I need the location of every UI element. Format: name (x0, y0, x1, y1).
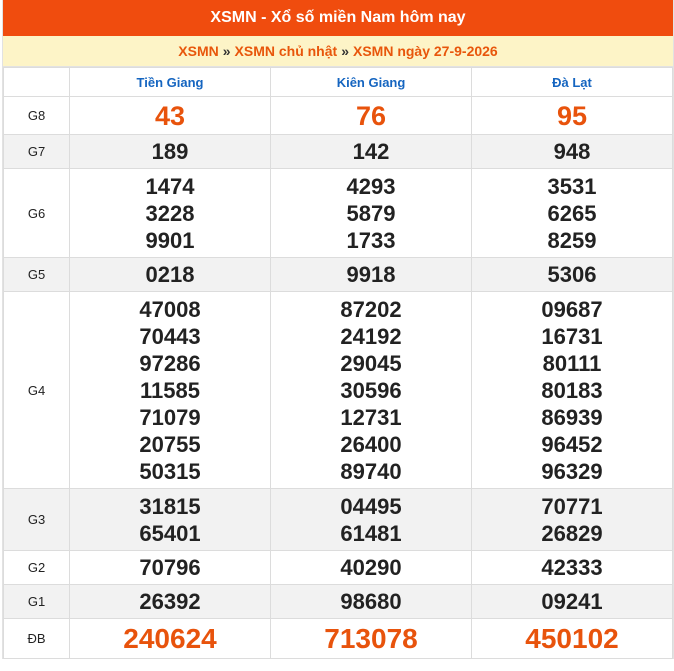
prize-label: G1 (4, 585, 70, 619)
prize-cell (472, 551, 673, 585)
table-header-row (4, 68, 673, 97)
prize-number: 142 (352, 139, 390, 164)
prize-number: 8259 (547, 227, 597, 253)
prize-label: G2 (4, 551, 70, 585)
prize-cell (271, 551, 472, 585)
prize-number: 86939 (541, 404, 603, 430)
prize-cell (70, 489, 271, 551)
prize-number: 30596 (340, 377, 402, 403)
prize-number: 96452 (541, 431, 603, 457)
prize-cell (472, 258, 673, 292)
prize-row-g5 (4, 258, 673, 292)
prize-cell (271, 489, 472, 551)
prize-cell (472, 619, 673, 659)
prize-number: 1733 (346, 227, 396, 253)
prize-number: 47008 (139, 296, 201, 322)
prize-number: 70771 (541, 493, 603, 519)
prize-label: G8 (4, 97, 70, 135)
prize-number: 26400 (340, 431, 402, 457)
prize-number: 50315 (139, 458, 201, 484)
prize-label: G5 (4, 258, 70, 292)
prize-number: 61481 (340, 520, 402, 546)
province-header-tien-giang[interactable]: Tiền Giang (70, 68, 271, 97)
prize-number: 6265 (547, 200, 597, 226)
prize-cell (271, 292, 472, 489)
prize-number: 3531 (547, 173, 597, 199)
prize-cell (472, 585, 673, 619)
breadcrumb-separator: » (222, 43, 231, 59)
province-header-da-lat[interactable]: Đà Lạt (472, 68, 673, 97)
results-body (4, 97, 673, 659)
prize-number: 9901 (145, 227, 195, 253)
prize-cell (271, 258, 472, 292)
results-table (3, 67, 673, 659)
prize-number: 42333 (541, 555, 603, 580)
prize-number: 95 (556, 100, 588, 131)
prize-label: G7 (4, 135, 70, 169)
prize-label: G6 (4, 169, 70, 258)
prize-number: 43 (154, 100, 186, 131)
prize-cell (472, 97, 673, 135)
prize-cell (271, 169, 472, 258)
province-header-kien-giang[interactable]: Kiên Giang (271, 68, 472, 97)
prize-row-g2 (4, 551, 673, 585)
prize-row-g6 (4, 169, 673, 258)
prize-number: 11585 (140, 377, 200, 403)
breadcrumb-date-link[interactable]: XSMN ngày 27-9-2026 (352, 43, 498, 59)
prize-number: 4293 (346, 173, 396, 199)
prize-number: 97286 (139, 350, 201, 376)
prize-cell (70, 619, 271, 659)
prize-number: 70796 (139, 555, 201, 580)
prize-cell (271, 585, 472, 619)
prize-number: 26392 (139, 589, 201, 614)
prize-number: 89740 (340, 458, 402, 484)
prize-number: 09687 (541, 296, 603, 322)
prize-number: 87202 (340, 296, 402, 322)
prize-cell (70, 585, 271, 619)
prize-cell (472, 169, 673, 258)
prize-number: 5306 (547, 262, 597, 287)
breadcrumb-xsmn-link[interactable]: XSMN (178, 43, 219, 59)
prize-number: 189 (151, 139, 189, 164)
prize-number: 96329 (541, 458, 603, 484)
prize-row-g1 (4, 585, 673, 619)
breadcrumb-separator: » (341, 43, 349, 59)
prize-number: 3228 (145, 200, 195, 226)
prize-cell (70, 258, 271, 292)
prize-cell (472, 135, 673, 169)
prize-number: 31815 (139, 493, 201, 519)
prize-number: 20755 (139, 431, 201, 457)
prize-number: 16731 (541, 323, 603, 349)
prize-cell (271, 135, 472, 169)
prize-number: 29045 (340, 350, 402, 376)
prize-cell (70, 97, 271, 135)
prize-cell (70, 551, 271, 585)
breadcrumb-sunday-link[interactable]: XSMN chủ nhật (234, 43, 338, 59)
prize-cell (70, 135, 271, 169)
prize-number: 1474 (145, 173, 195, 199)
breadcrumb (3, 36, 673, 67)
prize-number: 40290 (340, 555, 402, 580)
prize-number: 0218 (145, 262, 195, 287)
prize-row-g3 (4, 489, 673, 551)
prize-row-g7 (4, 135, 673, 169)
prize-row-g8 (4, 97, 673, 135)
prize-column-header (4, 68, 70, 97)
prize-number: 71079 (139, 404, 201, 430)
prize-number: 5879 (346, 200, 396, 226)
prize-cell (271, 97, 472, 135)
prize-number: 450102 (525, 622, 619, 654)
prize-cell (70, 292, 271, 489)
prize-cell (70, 169, 271, 258)
prize-label: G3 (4, 489, 70, 551)
prize-number: 04495 (340, 493, 402, 519)
prize-number: 713078 (324, 622, 418, 654)
prize-label: ĐB (4, 619, 70, 659)
prize-row-đb (4, 619, 673, 659)
prize-number: 240624 (123, 622, 217, 654)
page-title: XSMN - Xổ số miền Nam hôm nay (3, 0, 673, 36)
prize-number: 12731 (340, 404, 402, 430)
prize-cell (472, 489, 673, 551)
prize-number: 09241 (541, 589, 603, 614)
prize-number: 948 (553, 139, 591, 164)
prize-number: 65401 (139, 520, 201, 546)
prize-number: 70443 (139, 323, 201, 349)
prize-number: 76 (355, 100, 387, 131)
results-panel (2, 0, 674, 659)
prize-number: 24192 (340, 323, 402, 349)
prize-cell (472, 292, 673, 489)
prize-number: 9918 (346, 262, 396, 287)
prize-cell (271, 619, 472, 659)
prize-row-g4 (4, 292, 673, 489)
prize-number: 80183 (541, 377, 603, 403)
prize-number: 26829 (541, 520, 603, 546)
prize-number: 98680 (340, 589, 402, 614)
prize-label: G4 (4, 292, 70, 489)
prize-number: 80111 (542, 350, 602, 376)
